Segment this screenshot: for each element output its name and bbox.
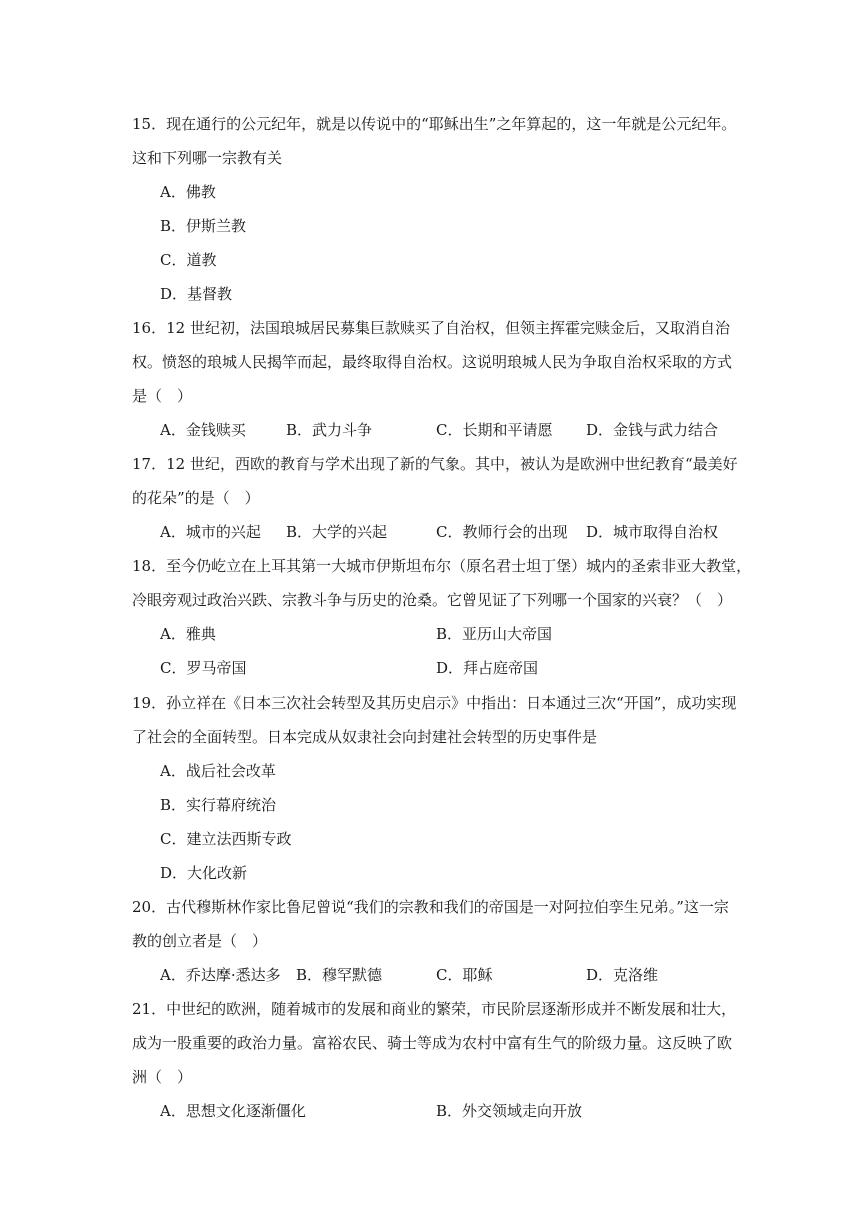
question-17-option-d[interactable]: D．城市取得自治权 xyxy=(586,523,719,541)
question-16-line-3: 是（ ） xyxy=(132,387,193,405)
question-21-option-a[interactable]: A．思想文化逐渐僵化 xyxy=(160,1102,306,1120)
question-21-option-b[interactable]: B．外交领域走向开放 xyxy=(436,1102,583,1120)
question-15-line-1: 15．现在通行的公元纪年，就是以传说中的“耶稣出生”之年算起的，这一年就是公元纪年。 xyxy=(132,115,737,133)
question-17-option-b[interactable]: B．大学的兴起 xyxy=(286,523,388,541)
question-18-option-d[interactable]: D．拜占庭帝国 xyxy=(436,659,539,677)
question-18-option-a[interactable]: A．雅典 xyxy=(160,625,216,643)
question-21-line-2: 成为一股重要的政治力量。富裕农民、骑士等成为农村中富有生气的阶级力量。这反映了欧 xyxy=(132,1034,733,1052)
question-18-option-c[interactable]: C．罗马帝国 xyxy=(160,659,247,677)
question-20-option-a[interactable]: A．乔达摩·悉达多 xyxy=(160,966,281,984)
question-16-option-b[interactable]: B．武力斗争 xyxy=(286,421,373,439)
question-19-option-d[interactable]: D．大化改新 xyxy=(160,864,248,882)
question-21-line-1: 21．中世纪的欧洲，随着城市的发展和商业的繁荣，市民阶层逐渐形成并不断发展和壮大， xyxy=(132,1000,737,1018)
question-20-option-b[interactable]: B．穆罕默德 xyxy=(296,966,383,984)
question-18-option-b[interactable]: B．亚历山大帝国 xyxy=(436,625,553,643)
question-18-line-2: 冷眼旁观过政治兴跌、宗教斗争与历史的沧桑。它曾见证了下列哪一个国家的兴衰？（ ） xyxy=(132,591,733,609)
question-20-option-c[interactable]: C．耶稣 xyxy=(436,966,493,984)
question-15-option-c[interactable]: C．道教 xyxy=(160,251,217,269)
question-16-option-c[interactable]: C．长期和平请愿 xyxy=(436,421,553,439)
question-19-option-b[interactable]: B．实行幕府统治 xyxy=(160,796,277,814)
question-17-option-c[interactable]: C．教师行会的出现 xyxy=(436,523,568,541)
question-19-line-1: 19．孙立祥在《日本三次社会转型及其历史启示》中指出：日本通过三次“开国”，成功实现 xyxy=(132,694,737,712)
question-16-option-d[interactable]: D．金钱与武力结合 xyxy=(586,421,719,439)
question-16-line-1: 16．12 世纪初，法国琅城居民募集巨款赎买了自治权，但领主挥霍完赎金后，又取消自治 xyxy=(132,319,730,337)
question-18-line-1: 18．至今仍屹立在上耳其第一大城市伊斯坦布尔（原名君士坦丁堡）城内的圣索非亚大教堂， xyxy=(132,557,752,575)
question-19-option-c[interactable]: C．建立法西斯专政 xyxy=(160,830,292,848)
question-20-option-d[interactable]: D．克洛维 xyxy=(586,966,659,984)
question-20-line-2: 教的创立者是（ ） xyxy=(132,932,268,950)
question-15-option-b[interactable]: B．伊斯兰教 xyxy=(160,217,247,235)
question-21-line-3: 洲（ ） xyxy=(132,1068,193,1086)
question-17-line-2: 的花朵”的是（ ） xyxy=(132,489,260,507)
question-15-option-a[interactable]: A．佛教 xyxy=(160,183,216,201)
question-16-line-2: 权。愤怒的琅城人民揭竿而起，最终取得自治权。这说明琅城人民为争取自治权采取的方式 xyxy=(132,353,733,371)
question-16-option-a[interactable]: A．金钱赎买 xyxy=(160,421,246,439)
question-15-option-d[interactable]: D．基督教 xyxy=(160,285,233,303)
question-19-line-2: 了社会的全面转型。日本完成从奴隶社会向封建社会转型的历史事件是 xyxy=(132,728,598,746)
question-15-line-2: 这和下列哪一宗教有关 xyxy=(132,149,283,167)
question-20-line-1: 20．古代穆斯林作家比鲁尼曾说“我们的宗教和我们的帝国是一对阿拉伯孪生兄弟。”这一宗 xyxy=(132,898,729,916)
question-17-line-1: 17．12 世纪，西欧的教育与学术出现了新的气象。其中，被认为是欧洲中世纪教育“最美好 xyxy=(132,455,738,473)
question-19-option-a[interactable]: A．战后社会改革 xyxy=(160,762,276,780)
question-17-option-a[interactable]: A．城市的兴起 xyxy=(160,523,261,541)
